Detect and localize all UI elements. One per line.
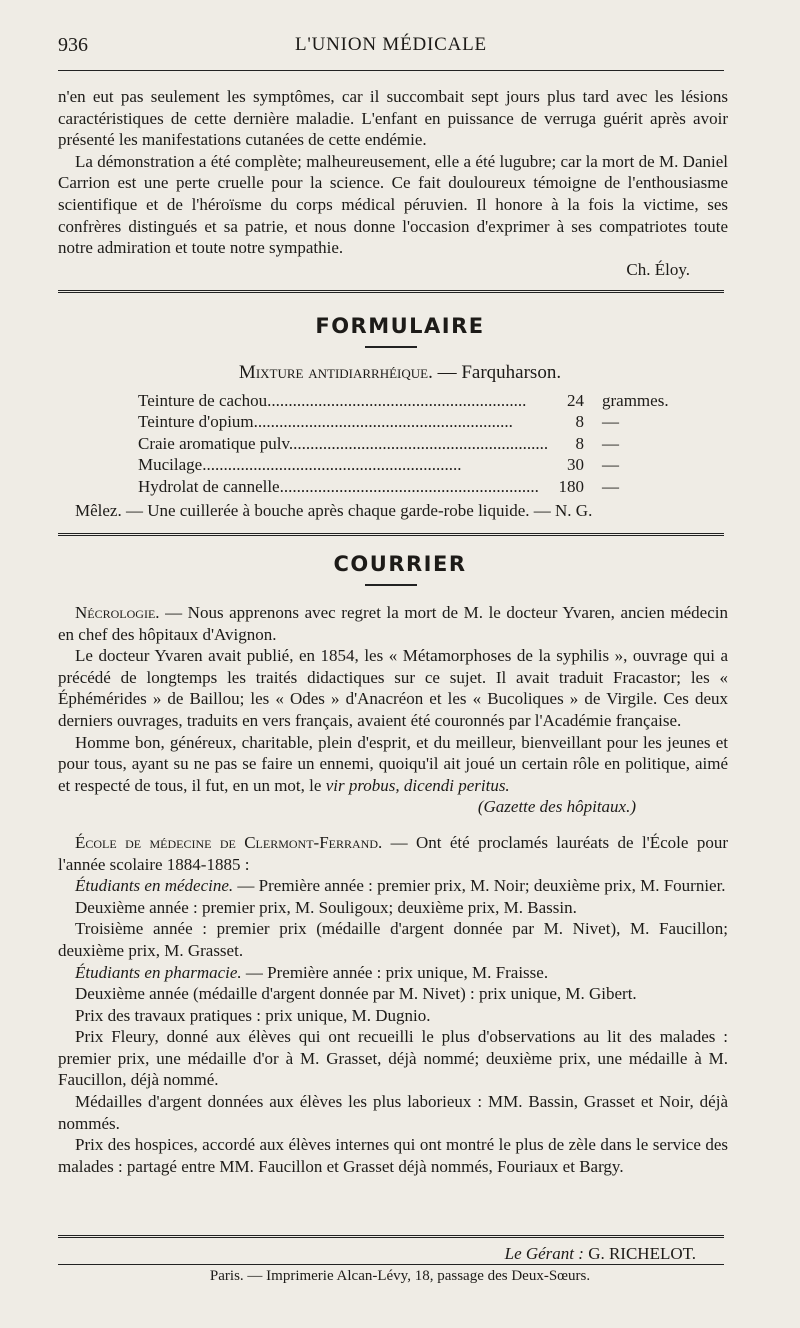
source-citation: (Gazette des hôpitaux.) [477, 797, 636, 817]
gerant-label: Le Gérant : [504, 1244, 584, 1263]
ingredient-unit: — [602, 433, 619, 453]
ingredient-name: Hydrolat de cannelle............................................................. [138, 476, 539, 496]
paragraph: Nécrologie. — Nous apprenons avec regret la mort de M. le docteur Yvaren, ancien médecin en chef des hôpitaux d'Avignon. [58, 603, 728, 644]
page-number: 936 [58, 34, 88, 56]
ingredient-row [138, 454, 658, 475]
footer-rule [58, 1264, 724, 1265]
heading-underline [365, 584, 417, 586]
rubric-label: Nécrologie. [75, 603, 160, 622]
subsection-label: Étudiants en pharmacie. [75, 962, 242, 982]
ingredient-unit: — [602, 455, 619, 475]
ingredient-row [138, 411, 658, 432]
ingredient-qty: 8 [575, 433, 584, 453]
printer-imprint: Paris. — Imprimerie Alcan-Lévy, 18, passage des Deux-Sœurs. [209, 1268, 591, 1284]
ingredient-name: Mucilage............................................................. [138, 455, 462, 475]
paragraph: Médailles d'argent données aux élèves les plus laborieux : MM. Bassin, Grasset et Noir, déjà nommés. [58, 1092, 728, 1133]
ingredient-unit: — [602, 476, 619, 496]
paragraph: Étudiants en pharmacie. — Première année : prix unique, M. Fraisse. [75, 962, 549, 982]
ingredient-list [138, 390, 669, 497]
ingredient-row [138, 476, 658, 497]
paragraph: Deuxième année : premier prix, M. Souligoux; deuxième prix, M. Bassin. [75, 897, 577, 917]
paragraph: La démonstration a été complète; malheureusement, elle a été lugubre; car la mort de M. Daniel Carrion est une perte cruelle pour la science. Ce fait douloureux témoigne de l'enthousiasme scientifique et de l'héroïsme du corps médical péruvien. Il honore à la fois la victime, ses confrères distingués et sa patrie, et nous donne l'occasion d'exprimer à ses compatriotes toute notre admiration et toute notre sympathie. [58, 151, 728, 258]
paragraph: École de médecine de Clermont-Ferrand. — Ont été proclamés lauréats de l'École pour l'année scolaire 1884-1885 : [58, 832, 728, 874]
article-conclusion [58, 86, 728, 280]
paragraph: Deuxième année (médaille d'argent donnée par M. Nivet) : prix unique, M. Gibert. [75, 984, 637, 1004]
ingredient-qty: 180 [558, 476, 584, 496]
gerant-name: G. RICHELOT. [588, 1244, 696, 1263]
ingredient-name: Teinture de cachou............................................................. [138, 391, 527, 410]
ingredient-qty: 24 [567, 391, 584, 410]
ingredient-row [138, 433, 658, 454]
recipe-title [0, 362, 800, 384]
ingredient-name: Craie aromatique pulv............................................................. [138, 433, 549, 453]
courrier-body [58, 602, 728, 1177]
paragraph: Le docteur Yvaren avait publié, en 1854, les « Métamorphoses de la syphilis », ouvrage qui a précédé de longtemps les traités didactiques sur ce sujet. Il avait traduit Fracastor; les « Éphémérides » de Baillou; les « Odes » d'Anacréon et les « Bucoliques » de Virgile. Ces deux derniers ouvrages, traduits en vers français, avaient été couronnés par l'Académie française. [58, 646, 728, 730]
latin-quote: vir probus, dicendi peritus. [325, 775, 510, 795]
paragraph: Homme bon, généreux, charitable, plein d'esprit, et du meilleur, bienveillant pour les jeunes et pour tous, ayant su ne pas se faire un ennemi, quoiqu'il ait joué un certain rôle en politique, aimé et respecté de tous, il fut, en un mot, le vir probus, dicendi peritus. [58, 732, 728, 795]
ingredient-qty: 8 [575, 412, 584, 432]
ingredient-name: Teinture d'opium............................................................. [138, 412, 513, 432]
ingredient-unit: — [602, 412, 619, 432]
paragraph: Prix Fleury, donné aux élèves qui ont recueilli le plus d'observations au lit des malades : premier prix, une médaille d'or à M. Grasset, déjà nommé; deuxième prix, une médaille à M. Faucillon, déjà nommé. [58, 1027, 728, 1090]
section-divider [58, 533, 724, 536]
ingredient-qty: 30 [567, 455, 584, 475]
running-header [58, 34, 724, 58]
footer-divider [58, 1235, 724, 1238]
heading-underline [365, 346, 417, 348]
paragraph: Prix des hospices, accordé aux élèves internes qui ont montré le plus de zèle dans le service des malades : partagé entre MM. Faucillon et Grasset déjà nommés, Fouriaux et Bargy. [58, 1135, 728, 1176]
author-signature: Ch. Éloy. [626, 259, 690, 279]
section-divider [58, 290, 724, 293]
paragraph: Étudiants en médecine. — Première année : premier prix, M. Noir; deuxième prix, M. Fournier. [75, 876, 726, 896]
formulaire-heading: FORMULAIRE [315, 314, 485, 338]
subsection-label: Étudiants en médecine. [75, 876, 234, 896]
journal-title: L'UNION MÉDICALE [295, 34, 487, 55]
recipe-instructions: Mêlez. — Une cuillerée à bouche après chaque garde-robe liquide. — N. G. [75, 501, 593, 520]
rubric-label: École de médecine de Clermont-Ferrand. [75, 832, 383, 852]
ingredient-row [138, 390, 669, 411]
ingredient-unit: grammes. [602, 391, 669, 410]
paragraph: Troisième année : premier prix (médaille d'argent donnée par M. Nivet), M. Faucillon; deuxième prix, M. Grasset. [58, 919, 728, 960]
paragraph: n'en eut pas seulement les symptômes, car il succombait sept jours plus tard avec les lésions caractéristiques de cette dernière maladie. L'enfant en puissance de verruga guérit après avoir présenté les manifestations cutanées de cette endémie. [58, 87, 728, 150]
courrier-heading: COURRIER [333, 552, 467, 576]
recipe-author: — Farquharson. [437, 362, 562, 383]
recipe-name: Mixture antidiarrhéique. [238, 362, 433, 383]
header-rule [58, 70, 724, 71]
gerant-line [505, 1244, 696, 1264]
paragraph: Prix des travaux pratiques : prix unique, M. Dugnio. [75, 1005, 431, 1025]
